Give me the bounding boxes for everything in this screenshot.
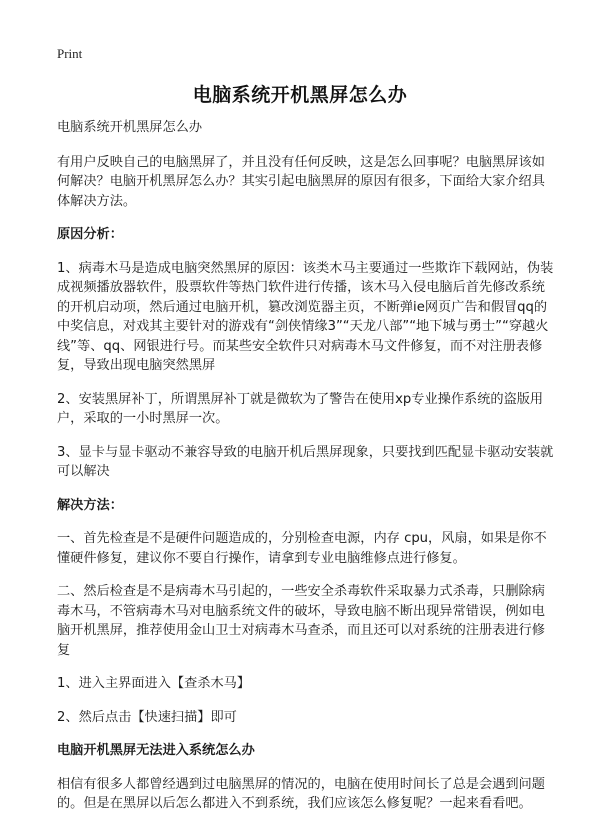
solution-item-2: 二、然后检查是不是病毒木马引起的，一些安全杀毒软件采取暴力式杀毒，只删除病毒木马，不管病毒木马对电脑系统文件的破坏，导致电脑不断出现异常错误，例如电脑开机黑屏，推荐使用金山卫士对病毒木马查杀，而且还可以对系统的注册表进行修复: [57, 584, 545, 658]
solutions-heading: 解决方法：: [57, 497, 123, 513]
causes-heading: 原因分析：: [57, 227, 123, 242]
cause-item-1: 1、病毒木马是造成电脑突然黑屏的原因：该类木马主要通过一些欺诈下载网站，伪装成视频播放器软件，股票软件等热门软件进行传播，该木马入侵电脑后首先修改系统的开机启动项，然后通过电脑开机，篡改浏览器主页，不断弹ie网页广告和假冒qq的中奖信息，对戏其主要针对的游戏有“剑侠情缘3”“天龙八部”“地下城与勇士”“穿越火线”等、qq、网银进行号。而某些安全软件只对病毒木马文件修复，而不对注册表修复，导致出现电脑突然黑屏: [57, 260, 554, 373]
page-title: 电脑系统开机黑屏怎么办: [192, 84, 408, 106]
article-subtitle: 电脑系统开机黑屏怎么办: [57, 120, 203, 135]
section2-paragraph: 相信有很多人都曾经遇到过电脑黑屏的情况的，电脑在使用时间长了总是会遇到问题的。但是在黑屏以后怎么都进入不到系统，我们应该怎么修复呢？一起来看看吧。: [57, 776, 545, 811]
print-link[interactable]: Print: [57, 46, 83, 61]
article-body: [57, 118, 557, 828]
cause-item-2: 2、安装黑屏补丁，所谓黑屏补丁就是微软为了警告在使用xp专业操作系统的盗版用户，采取的一小时黑屏一次。: [57, 391, 544, 426]
section2-heading: 电脑开机黑屏无法进入系统怎么办: [57, 743, 255, 758]
solution-step-2: 2、然后点击【快速扫描】即可: [57, 709, 237, 725]
cause-item-3: 3、显卡与显卡驱动不兼容导致的电脑开机后黑屏现象，只要找到匹配显卡驱动安装就可以解决: [57, 444, 554, 479]
solution-item-1: 一、首先检查是不是硬件问题造成的，分别检查电源，内存 cpu，风扇，如果是你不懂硬件修复，建议你不要自行操作，请拿到专业电脑维修点进行修复。: [57, 531, 547, 566]
solution-step-1: 1、进入主界面进入【查杀木马】: [57, 676, 251, 691]
intro-paragraph: 有用户反映自己的电脑黑屏了，并且没有任何反映，这是怎么回事呢？电脑黑屏该如何解决？电脑开机黑屏怎么办？其实引起电脑黑屏的原因有很多，下面给大家介绍具体解决方法。: [57, 154, 545, 209]
